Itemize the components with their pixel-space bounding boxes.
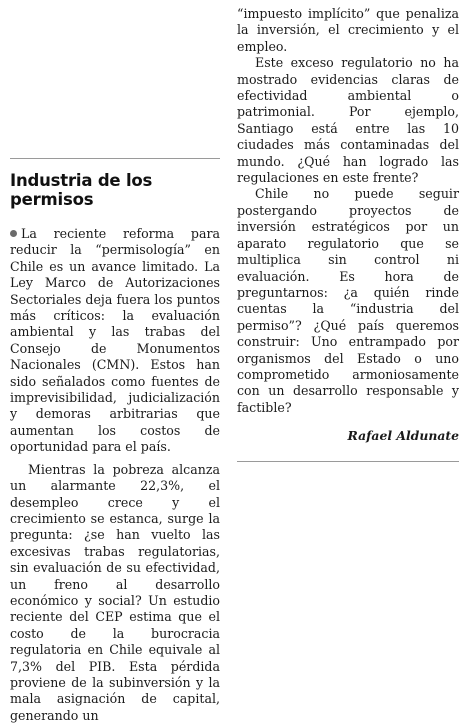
paragraph-4: Chile no puede seguir postergando proyectos de inversión estratégicos por un aparato regulatorio que se multiplica sin control ni evaluación. Es hora de preguntarnos: ¿a quién rinde cuentas la “industria del permiso”? ¿Qué país queremos construir: Uno entrampado por organismos del Estado o uno comprometido armoniosamente con un desarrollo responsable y factible?	[237, 186, 459, 415]
bullet-icon	[10, 230, 17, 237]
author-signature: Rafael Aldunate	[347, 428, 459, 444]
paragraph-1	[10, 226, 220, 456]
top-divider	[10, 158, 220, 159]
bottom-divider	[237, 461, 459, 462]
right-column	[237, 6, 459, 462]
paragraph-3: Este exceso regulatorio no ha mostrado evidencias claras de efectividad ambiental o patrimonial. Por ejemplo, Santiago está entre las 10 ciudades más contaminadas del mundo. ¿Qué han logrado las regulaciones en este frente?	[237, 55, 459, 186]
paragraph-2-end: “impuesto implícito” que penaliza la inversión, el crecimiento y el empleo.	[237, 6, 459, 54]
article-headline: Industria de los permisos	[10, 171, 153, 209]
left-column	[10, 158, 220, 724]
paragraph-2-start: Mientras la pobreza alcanza un alarmante 22,3%, el desempleo crece y el crecimiento se estanca, surge la pregunta: ¿se han vuelto las excesivas trabas regulatorias, sin evaluación de su efectividad, un freno al desarrollo económico y social? Un estudio reciente del CEP estima que el costo de la burocracia regulatoria en Chile equivale al 7,3% del PIB. Esta pérdida proviene de la subinversión y la mala asignación de capital, generando un	[10, 461, 220, 723]
paragraph-1-text: La reciente reforma para reducir la “permisología” en Chile es un avance limitado. La Ley Marco de Autorizaciones Sectoriales deja fuera los puntos más críticos: la evaluación ambiental y las trabas del Consejo de Monumentos Nacionales (CMN). Estos han sido señalados como fuentes de imprevisibilidad, judicialización y demoras arbitrarias que aumentan los costos de oportunidad para el país.	[10, 226, 220, 455]
